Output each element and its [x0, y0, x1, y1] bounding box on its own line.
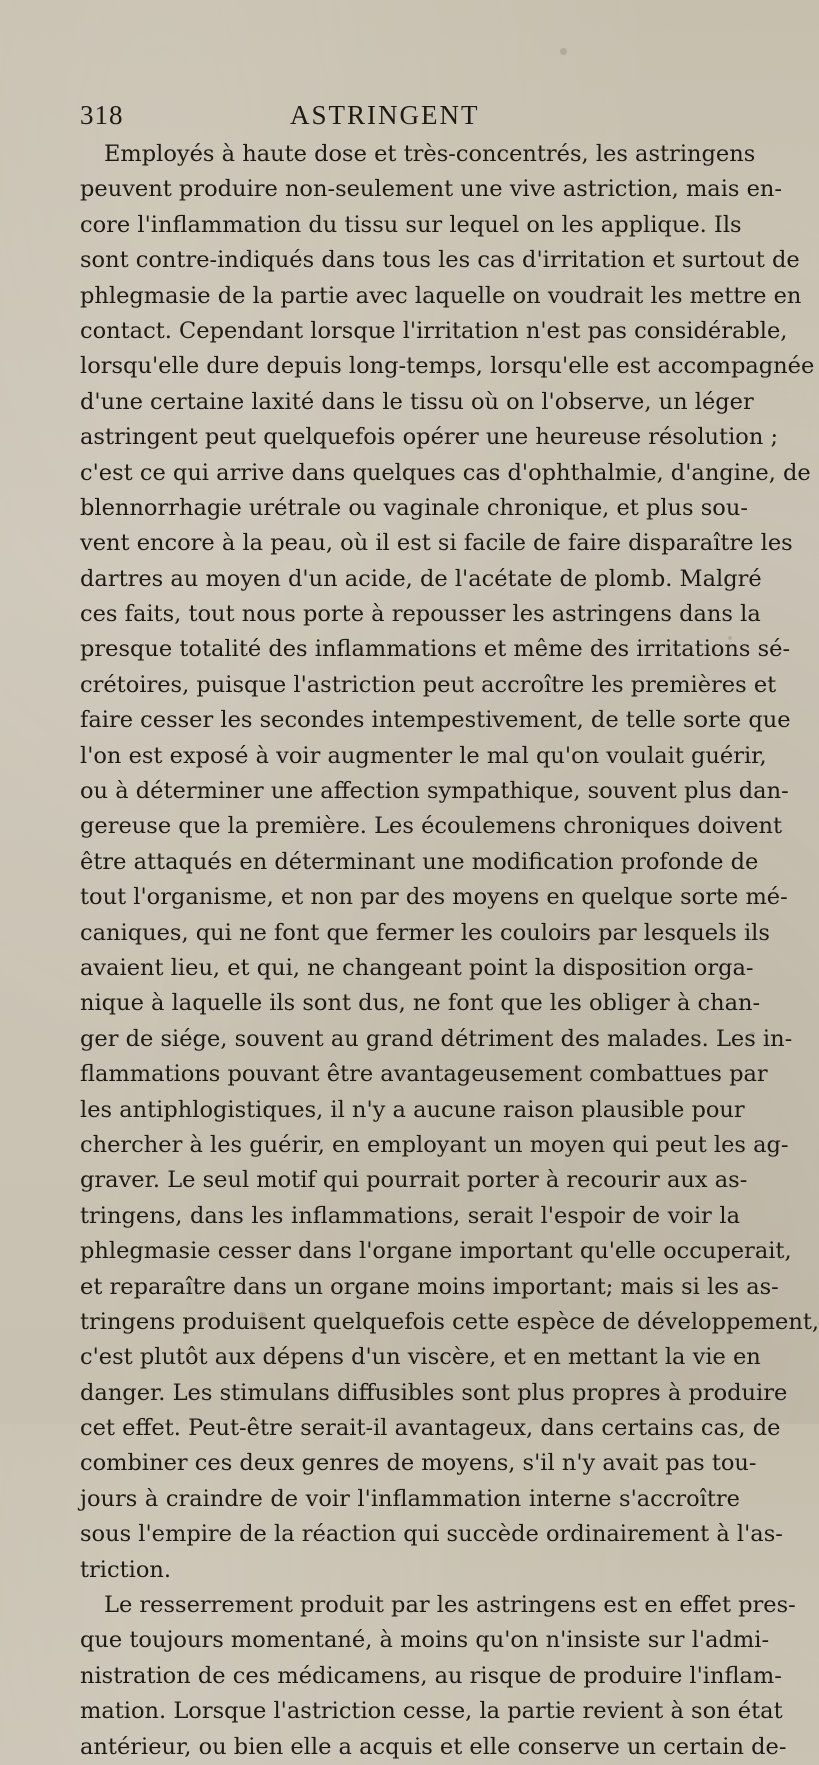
text-line: lorsqu'elle dure depuis long-temps, lorsqu'elle est accompagnée	[80, 353, 815, 380]
text-line: l'on est exposé à voir augmenter le mal qu'on voulait guérir,	[80, 742, 767, 769]
page-number: 318	[80, 100, 124, 130]
text-line: ces faits, tout nous porte à repousser les astringens dans la	[80, 601, 761, 628]
text-line: et reparaître dans un organe moins important; mais si les as-	[80, 1273, 779, 1300]
text-line: avaient lieu, et qui, ne changeant point la disposition orga-	[80, 954, 754, 981]
text-line: graver. Le seul motif qui pourrait porter à recourir aux as-	[80, 1167, 748, 1194]
text-line: chercher à les guérir, en employant un moyen qui peut les ag-	[80, 1131, 789, 1158]
text-line: c'est ce qui arrive dans quelques cas d'ophthalmie, d'angine, de	[80, 459, 811, 486]
text-line: mation. Lorsque l'astriction cesse, la partie revient à son état	[80, 1698, 783, 1725]
text-line: nistration de ces médicamens, au risque de produire l'inflam-	[80, 1662, 782, 1689]
paragraph	[80, 1588, 796, 1765]
text-line: contact. Cependant lorsque l'irritation n'est pas considérable,	[80, 317, 788, 344]
text-line: Le resserrement produit par les astringens est en effet pres-	[104, 1592, 796, 1619]
running-title: ASTRINGENT	[290, 100, 480, 130]
text-line: Employés à haute dose et très-concentrés, les astringens	[104, 141, 756, 167]
text-line: cet effet. Peut-être serait-il avantageux, dans certains cas, de	[80, 1415, 781, 1442]
text-line: vent encore à la peau, où il est si facile de faire disparaître les	[80, 530, 793, 557]
text-line: presque totalité des inflammations et même des irritations sé-	[80, 636, 791, 663]
text-line: crétoires, puisque l'astriction peut accroître les premières et	[80, 671, 777, 698]
text-line: core l'inflammation du tissu sur lequel on les applique. Ils	[80, 211, 742, 238]
text-line: antérieur, ou bien elle a acquis et elle conserve un certain de-	[80, 1733, 787, 1760]
paper-spot	[560, 48, 567, 55]
body-text	[80, 137, 819, 1765]
text-line: tringens, dans les inflammations, serait l'espoir de voir la	[80, 1202, 740, 1229]
text-line: tringens produisent quelquefois cette espèce de développement,	[80, 1308, 819, 1335]
text-line: combiner ces deux genres de moyens, s'il n'y avait pas tou-	[80, 1450, 757, 1477]
text-line: dartres au moyen d'un acide, de l'acétate de plomb. Malgré	[80, 565, 762, 592]
text-line: ou à déterminer une affection sympathique, souvent plus dan-	[80, 778, 789, 805]
text-line: être attaqués en déterminant une modification profonde de	[80, 848, 759, 875]
text-line: phlegmasie de la partie avec laquelle on voudrait les mettre en	[80, 282, 802, 309]
text-line: caniques, qui ne font que fermer les couloirs par lesquels ils	[80, 919, 770, 946]
text-line: faire cesser les secondes intempestivement, de telle sorte que	[80, 707, 791, 734]
text-line: gereuse que la première. Les écoulemens chroniques doivent	[80, 813, 783, 840]
text-line: que toujours momentané, à moins qu'on n'insiste sur l'admi-	[80, 1627, 770, 1654]
text-line: nique à laquelle ils sont dus, ne font que les obliger à chan-	[80, 990, 761, 1017]
text-line: flammations pouvant être avantageusement combattues par	[80, 1061, 768, 1088]
text-line: triction.	[80, 1556, 172, 1583]
text-line: sous l'empire de la réaction qui succède ordinairement à l'as-	[80, 1521, 783, 1548]
text-line: sont contre-indiqués dans tous les cas d'irritation et surtout de	[80, 247, 800, 274]
text-line: danger. Les stimulans diffusibles sont plus propres à produire	[80, 1379, 788, 1406]
text-line: astringent peut quelquefois opérer une heureuse résolution ;	[80, 424, 779, 451]
text-line: ger de siége, souvent au grand détriment des malades. Les in-	[80, 1025, 793, 1052]
text-line: tout l'organisme, et non par des moyens en quelque sorte mé-	[80, 884, 788, 911]
text-line: d'une certaine laxité dans le tissu où on l'observe, un léger	[80, 388, 754, 415]
text-line: blennorrhagie urétrale ou vaginale chronique, et plus sou-	[80, 494, 748, 521]
text-line: jours à craindre de voir l'inflammation interne s'accroître	[80, 1485, 740, 1512]
text-line: peuvent produire non-seulement une vive astriction, mais en-	[80, 176, 782, 203]
text-line: c'est plutôt aux dépens d'un viscère, et en mettant la vie en	[80, 1344, 761, 1371]
running-header	[80, 100, 740, 136]
text-line: phlegmasie cesser dans l'organe important qu'elle occuperait,	[80, 1238, 792, 1265]
paragraph	[80, 137, 819, 1588]
text-line: les antiphlogistiques, il n'y a aucune raison plausible pour	[80, 1096, 745, 1123]
